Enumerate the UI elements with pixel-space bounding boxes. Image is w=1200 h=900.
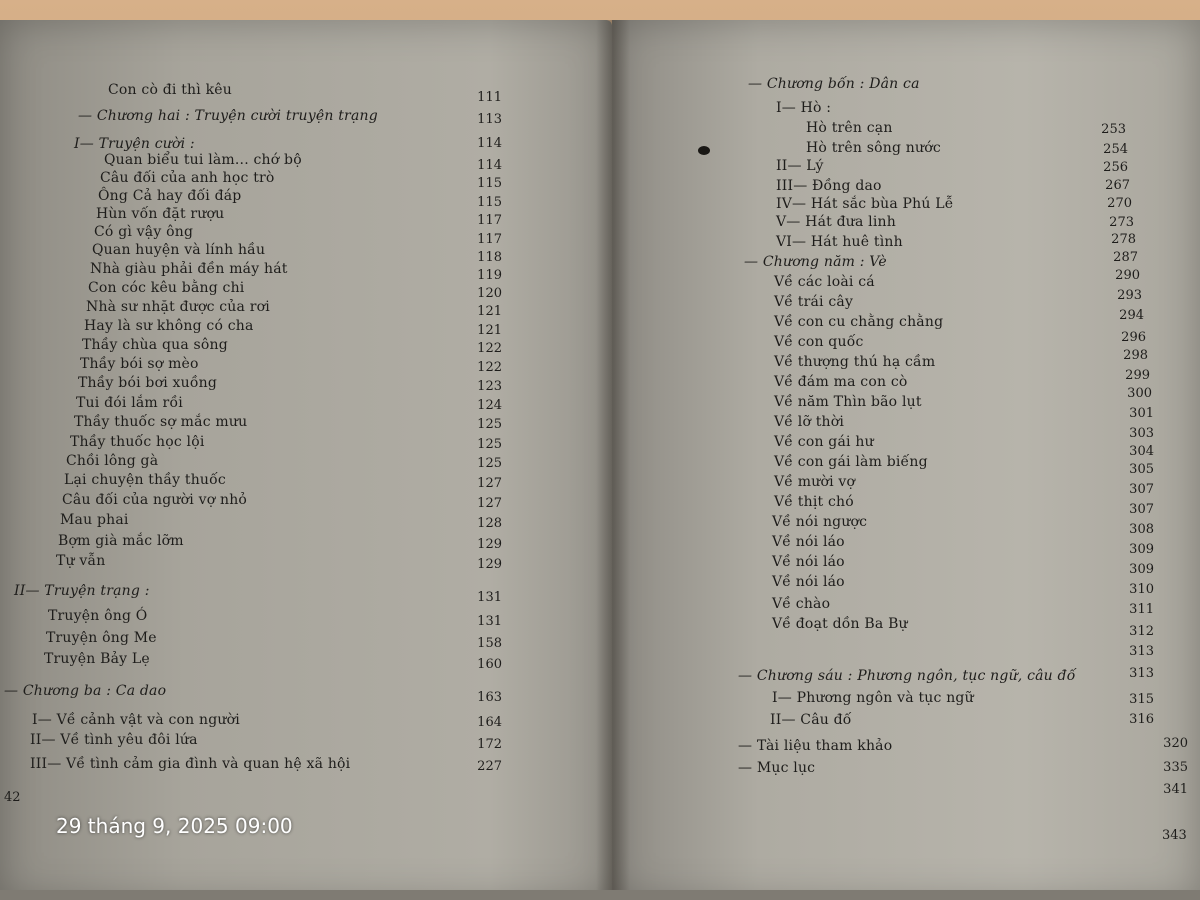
toc-entry-title: Về thịt chó (774, 494, 854, 510)
toc-entry-page: 227 (477, 759, 502, 774)
toc-entry-page: 115 (477, 195, 502, 210)
toc-entry-title: Nhà sư nhặt được của rơi (86, 299, 270, 315)
toc-entry-title: III— Đồng dao (776, 178, 882, 194)
toc-entry-page: 315 (1129, 692, 1154, 707)
toc-entry-title: Về nói láo (772, 574, 845, 590)
toc-entry-page: 294 (1119, 308, 1144, 323)
right-folio: 343 (1162, 828, 1187, 843)
toc-entry-title: Thầy thuốc sợ mắc mưu (74, 414, 248, 430)
toc-entry-page: 307 (1129, 502, 1154, 517)
toc-entry-page: 172 (477, 737, 502, 752)
toc-entry-title: Về chào (772, 596, 831, 612)
toc-entry-page: 301 (1129, 406, 1154, 421)
toc-entry-title: Về lỡ thời (774, 414, 845, 430)
toc-entry-page: 316 (1129, 712, 1154, 727)
toc-entry-page: 304 (1129, 444, 1154, 459)
toc-entry-page: 335 (1163, 760, 1188, 775)
toc-entry-page: 125 (477, 417, 502, 432)
toc-entry-title: Hay là sư không có cha (84, 318, 254, 334)
toc-entry-title: II— Truyện trạng : (14, 583, 150, 599)
toc-entry-page: 131 (477, 590, 502, 605)
toc-entry-page: 253 (1101, 122, 1126, 137)
toc-entry-page: 158 (477, 636, 502, 651)
toc-entry-page: 121 (477, 304, 502, 319)
toc-entry-title: Nhà giàu phải đền máy hát (90, 261, 288, 277)
toc-entry-title: Về đám ma con cò (774, 374, 908, 390)
toc-entry-title: Về nói láo (772, 534, 845, 550)
toc-entry-title: — Chương năm : Vè (744, 254, 887, 270)
toc-entry-page: 310 (1129, 582, 1154, 597)
toc-entry-title: III— Về tình cảm gia đình và quan hệ xã hội (30, 756, 351, 772)
toc-entry-title: II— Về tình yêu đôi lứa (30, 732, 198, 748)
toc-entry-page: 119 (477, 268, 502, 283)
toc-entry-page: 298 (1123, 348, 1148, 363)
toc-entry-page: 341 (1163, 782, 1188, 797)
toc-entry-title: Câu đối của anh học trò (100, 170, 275, 186)
toc-entry-title: Về trái cây (774, 294, 854, 310)
toc-entry-title: — Chương bốn : Dân ca (748, 76, 920, 92)
toc-entry-title: Thầy chùa qua sông (82, 337, 228, 353)
toc-entry-title: Mau phai (60, 512, 129, 528)
ink-spot (698, 146, 710, 155)
toc-entry-page: 123 (477, 379, 502, 394)
toc-entry-title: Thầy bói sợ mèo (80, 356, 199, 372)
toc-entry-page: 117 (477, 232, 502, 247)
toc-entry-page: 300 (1127, 386, 1152, 401)
toc-entry-page: 114 (477, 158, 502, 173)
toc-entry-title: Câu đối của người vợ nhỏ (62, 492, 248, 508)
toc-entry-page: 129 (477, 557, 502, 572)
toc-entry-page: 127 (477, 476, 502, 491)
toc-entry-title: I— Về cảnh vật và con người (32, 712, 240, 728)
toc-entry-page: 120 (477, 286, 502, 301)
toc-entry-page: 313 (1129, 644, 1154, 659)
toc-entry-page: 296 (1121, 330, 1146, 345)
toc-entry-page: 163 (477, 690, 502, 705)
toc-entry-page: 309 (1129, 542, 1154, 557)
toc-entry-title: Tui đói lắm rồi (76, 395, 183, 411)
toc-entry-title: Hùn vốn đặt rượu (96, 206, 225, 222)
toc-entry-page: 124 (477, 398, 502, 413)
toc-entry-title: VI— Hát huê tình (776, 234, 903, 250)
toc-entry-title: II— Lý (776, 158, 824, 174)
toc-entry-page: 111 (477, 90, 502, 105)
toc-entry-title: Thầy bói bơi xuồng (78, 375, 217, 391)
toc-entry-title: Lại chuyện thầy thuốc (64, 472, 226, 488)
toc-entry-page: 293 (1117, 288, 1142, 303)
toc-entry-page: 308 (1129, 522, 1154, 537)
toc-entry-page: 256 (1103, 160, 1128, 175)
toc-entry-page: 128 (477, 516, 502, 531)
toc-entry-title: Con cò đi thì kêu (108, 82, 232, 98)
toc-entry-page: 127 (477, 496, 502, 511)
toc-entry-title: — Mục lục (738, 760, 816, 776)
toc-entry-page: 114 (477, 136, 502, 151)
toc-entry-title: Thầy thuốc học lội (70, 434, 205, 450)
toc-entry-page: 309 (1129, 562, 1154, 577)
toc-entry-title: — Chương hai : Truyện cười truyện trạng (78, 108, 378, 124)
toc-entry-page: 305 (1129, 462, 1154, 477)
toc-entry-title: Về con quốc (774, 334, 864, 350)
toc-entry-title: II— Câu đố (770, 712, 852, 728)
toc-entry-title: Về con cu chằng chằng (774, 314, 944, 330)
toc-entry-page: 125 (477, 456, 502, 471)
toc-entry-title: IV— Hát sắc bùa Phú Lễ (776, 196, 954, 212)
toc-entry-page: 125 (477, 437, 502, 452)
toc-entry-title: Con cóc kêu bằng chi (88, 280, 245, 296)
toc-entry-title: Có gì vậy ông (94, 224, 194, 240)
toc-entry-page: 117 (477, 213, 502, 228)
toc-entry-title: I— Truyện cười : (74, 136, 195, 152)
toc-entry-title: Hò trên sông nước (806, 140, 941, 156)
toc-entry-title: Về nói ngược (772, 514, 868, 530)
toc-entry-title: Về mười vợ (774, 474, 856, 490)
toc-entry-title: Về thượng thú hạ cầm (774, 354, 936, 370)
toc-entry-title: Về năm Thìn bão lụt (774, 394, 922, 410)
toc-entry-page: 320 (1163, 736, 1188, 751)
toc-entry-page: 312 (1129, 624, 1154, 639)
toc-entry-page: 254 (1103, 142, 1128, 157)
toc-entry-page: 303 (1129, 426, 1154, 441)
left-folio: 42 (4, 790, 21, 805)
toc-entry-page: 270 (1107, 196, 1132, 211)
toc-entry-title: Quan biểu tui làm... chớ bộ (104, 152, 302, 168)
toc-entry-title: Về đoạt dồn Ba Bự (772, 616, 908, 632)
toc-entry-page: 313 (1129, 666, 1154, 681)
toc-entry-title: Về con gái làm biếng (774, 454, 928, 470)
toc-entry-page: 160 (477, 657, 502, 672)
toc-entry-title: Về các loài cá (774, 274, 875, 290)
toc-entry-page: 278 (1111, 232, 1136, 247)
toc-entry-title: Quan huyện và lính hầu (92, 242, 266, 258)
toc-entry-page: 267 (1105, 178, 1130, 193)
toc-entry-page: 273 (1109, 215, 1134, 230)
toc-entry-title: Về nói láo (772, 554, 845, 570)
book-gutter (596, 20, 630, 900)
toc-entry-page: 113 (477, 112, 502, 127)
toc-entry-title: I— Hò : (776, 100, 832, 116)
toc-entry-page: 131 (477, 614, 502, 629)
toc-entry-page: 129 (477, 537, 502, 552)
toc-entry-title: Chồi lông gà (66, 453, 159, 469)
toc-entry-page: 299 (1125, 368, 1150, 383)
toc-entry-title: Truyện Bảy Lẹ (44, 651, 150, 667)
toc-entry-page: 121 (477, 323, 502, 338)
toc-entry-page: 164 (477, 715, 502, 730)
toc-entry-page: 122 (477, 360, 502, 375)
toc-entry-page: 311 (1129, 602, 1154, 617)
toc-entry-page: 287 (1113, 250, 1138, 265)
toc-entry-page: 115 (477, 176, 502, 191)
toc-entry-title: — Chương sáu : Phương ngôn, tục ngữ, câu đố (738, 668, 1076, 684)
toc-entry-title: Hò trên cạn (806, 120, 893, 136)
toc-entry-title: Bợm già mắc lỡm (58, 533, 184, 549)
toc-entry-title: I— Phương ngôn và tục ngữ (772, 690, 974, 706)
page-bottom-edge (0, 890, 1200, 900)
toc-entry-title: Ông Cả hay đối đáp (98, 188, 242, 204)
toc-entry-title: Tự vẫn (56, 553, 106, 569)
toc-entry-title: — Chương ba : Ca dao (4, 683, 167, 699)
toc-entry-page: 307 (1129, 482, 1154, 497)
toc-entry-title: Về con gái hư (774, 434, 874, 450)
toc-entry-page: 122 (477, 341, 502, 356)
photo-timestamp: 29 tháng 9, 2025 09:00 (56, 814, 293, 838)
toc-entry-title: Truyện ông Ó (48, 608, 148, 624)
toc-entry-page: 118 (477, 250, 502, 265)
toc-entry-title: Truyện ông Me (46, 630, 157, 646)
toc-entry-title: — Tài liệu tham khảo (738, 738, 893, 754)
toc-entry-page: 290 (1115, 268, 1140, 283)
toc-entry-title: V— Hát đưa linh (776, 214, 896, 230)
